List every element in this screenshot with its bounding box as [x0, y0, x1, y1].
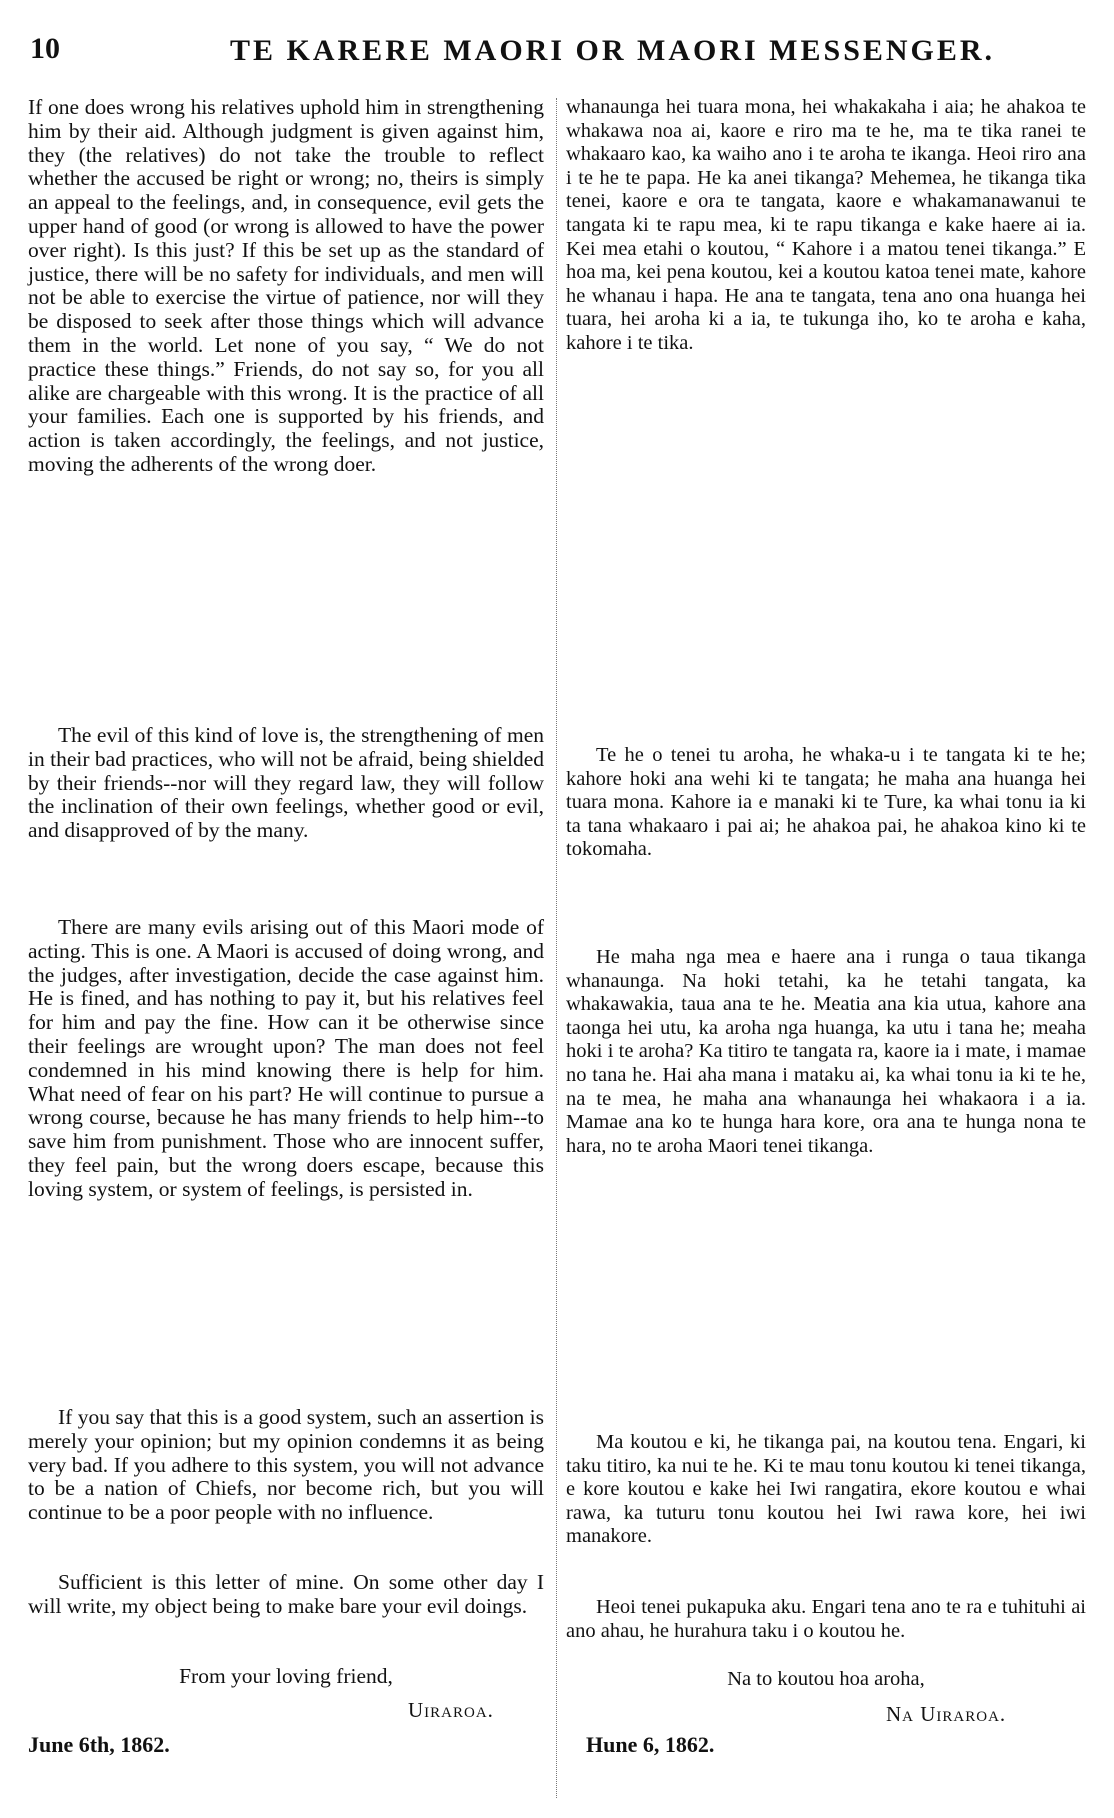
- page-header: [0, 22, 1114, 82]
- maori-paragraph-2: Te he o tenei tu aroha, he whaka-u i te tangata ki te he; kahore hoki ana wehi ki te tangata; he maha ana huanga hei tuara mona. Kahore ia e manaki ki te Ture, ka whai tonu ia ki ta tana whakaaro i pai ai; he ahakoa pai, he ahakoa kino ki te tokomaha.: [566, 744, 1086, 861]
- maori-paragraph-1: whanaunga hei tuara mona, hei whakakaha i aia; he ahakoa te whakawa noa ai, kaore e riro ma te he, ma te tika ranei te whakaaro kao, ka waiho ano i te aroha te ikanga. Heoi riro ana i te he te papa. He ka anei tikanga? Mehemea, he tikanga tika tenei, kaore e ora te tangata, kaore e whakamanawanui te tangata ki te rapu mea, ki te rapu tikanga e kake haere ai ia. Kei mea etahi o koutou, “ Kahore i a matou tenei tikanga.” E hoa ma, kei pena koutou, kei a koutou katoa tenei mate, kahore he whanau i hapa. He ana te tangata, tena ano ona huanga hei tuara, hei aroha ki a ia, te tukunga iho, ko te aroha e kaha, kahore i te tika.: [566, 96, 1086, 354]
- english-signature: Uiraroa.: [408, 1698, 494, 1722]
- page-number: 10: [30, 32, 60, 65]
- maori-paragraph-3: He maha nga mea e haere ana i runga o taua tikanga whanaunga. Na hoki tetahi, ka he tetahi tangata, ka whakawakia, taua ana te he. Meatia ana kia utua, kahore ana taonga hei utu, ka aroha nga huanga, ka utu i tana he; meaha hoki i te aroha? Ka titiro te tangata ra, kaore ia i mate, i mamae no tana he. Hai aha mana i mataku ai, ka whai tonu ia ki te he, na te mea, he maha ana whanaunga hei whakaora i a ia. Mamae ana ko te hunga hara kore, ora ana te hunga nona te hara, no te aroha Maori tenei tikanga.: [566, 946, 1086, 1157]
- english-paragraph-1: If one does wrong his relatives uphold him in strengthening him by their aid. Although judgment is given against him, they (the relatives) do not take the trouble to reflect whether the accused be right or wrong; no, theirs is simply an appeal to the feelings, and, in consequence, evil gets the upper hand of good (or wrong is allowed to have the power over right). Is this just? If this be set up as the standard of justice, there will be no safety for individuals, and men will not be able to exercise the virtue of patience, nor will they be disposed to seek after those things which will advance them in the world. Let none of you say, “ We do not practice these things.” Friends, do not say so, for you all alike are chargeable with this wrong. It is the practice of all your families. Each one is supported by his friends, and action is taken accordingly, the feelings, and not justice, moving the adherents of the wrong doer.: [28, 95, 544, 476]
- maori-paragraph-5: Heoi tenei pukapuka aku. Engari tena ano te ra e tuhituhi ai ano ahau, he hurahura taku i o koutou he.: [566, 1596, 1086, 1642]
- english-paragraph-2: The evil of this kind of love is, the strengthening of men in their bad practices, who will not be afraid, being shielded by their friends--nor will they regard law, they will follow the inclination of their own feelings, whether good or evil, and disapproved of by the many.: [28, 723, 544, 843]
- english-closing: From your loving friend,: [179, 1664, 393, 1688]
- maori-paragraph-4: Ma koutou e ki, he tikanga pai, na koutou tena. Engari, ki taku titiro, ka nui te he. Ki te mau tonu koutou ki tenei tikanga, e kore koutou e kake hei Iwi rangatira, ekore koutou e whai rawa, ka tuturu tonu koutou hei Iwi rawa kore, hei iwi manakore.: [566, 1431, 1086, 1548]
- english-paragraph-4: If you say that this is a good system, such an assertion is merely your opinion; but my opinion condemns it as being very bad. If you adhere to this system, you will not advance to be a nation of Chiefs, nor become rich, but you will continue to be a poor people with no influence.: [28, 1405, 544, 1525]
- english-paragraph-5: Sufficient is this letter of mine. On some other day I will write, my object being to make bare your evil doings.: [28, 1570, 544, 1618]
- maori-closing: Na to koutou hoa aroha,: [727, 1668, 925, 1690]
- maori-date: Hune 6, 1862.: [586, 1732, 715, 1757]
- english-paragraph-3: There are many evils arising out of this Maori mode of acting. This is one. A Maori is accused of doing wrong, and the judges, after investigation, decide the case against him. He is fined, and has nothing to pay it, but his relatives feel for him and pay the fine. How can it be otherwise since their feelings are wrought upon? The man does not feel condemned in his mind knowing there is help for him. What need of fear on his part? He will continue to pursue a wrong course, because he has many friends to help him--to save him from punishment. Those who are innocent suffer, they feel pain, but the wrong doers escape, because this loving system, or system of feelings, is persisted in.: [28, 915, 544, 1201]
- column-divider: [556, 98, 557, 1798]
- maori-signature: Na Uiraroa.: [886, 1702, 1007, 1726]
- newspaper-title: TE KARERE MAORI OR MAORI MESSENGER.: [230, 34, 996, 67]
- english-date: June 6th, 1862.: [28, 1732, 170, 1757]
